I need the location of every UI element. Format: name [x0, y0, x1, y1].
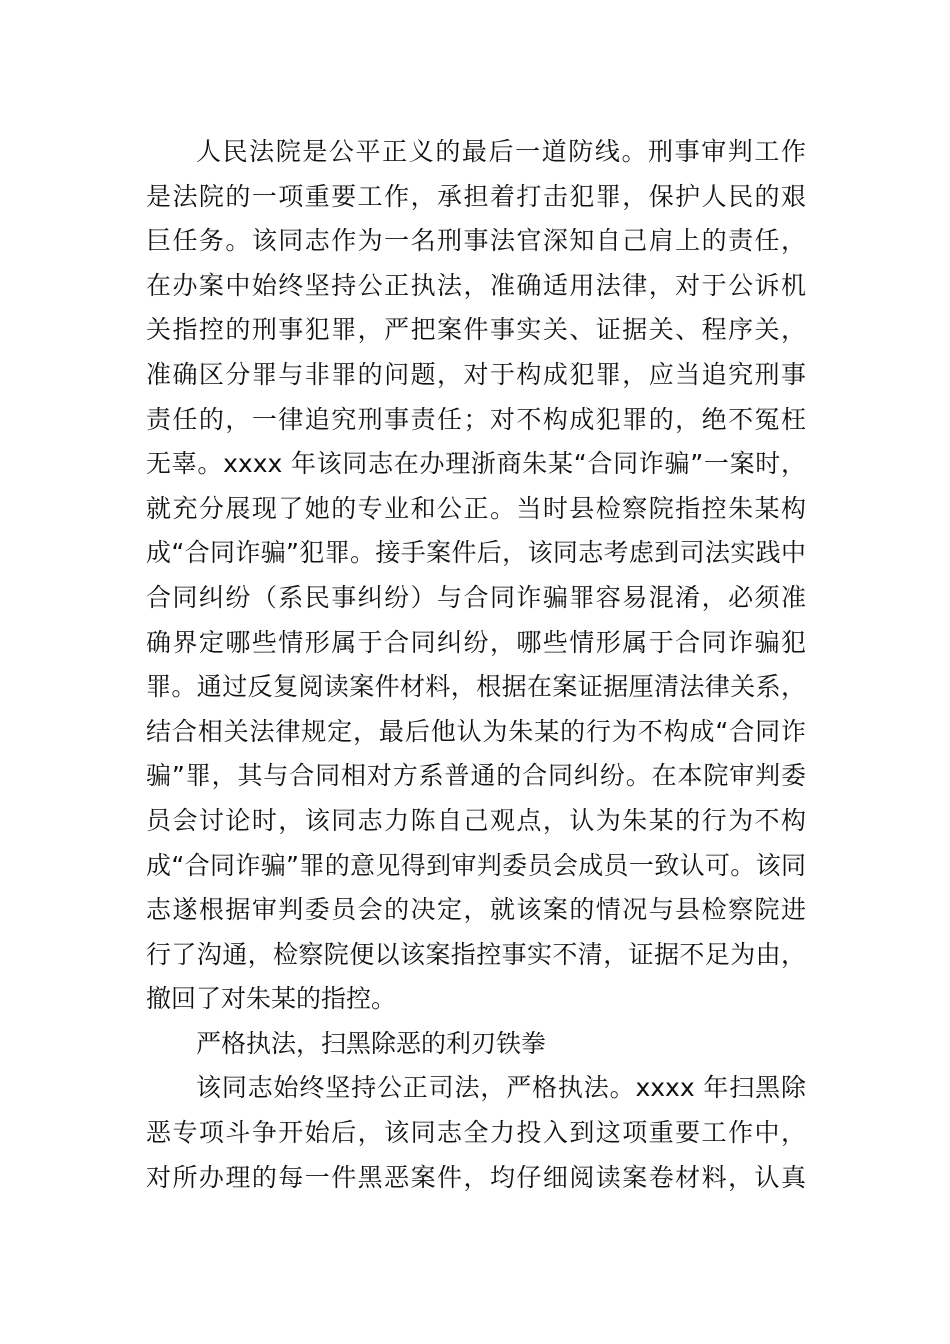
text-line: 该同志始终坚持公正司法，严格执法。xxxx 年扫黑除: [196, 1073, 806, 1103]
text-line: 是法院的一项重要工作，承担着打击犯罪，保护人民的艰: [146, 181, 806, 211]
text-line: 撤回了对朱某的指控。: [146, 984, 397, 1014]
text-line: 结合相关法律规定，最后他认为朱某的行为不构成“合同诈: [146, 716, 806, 746]
text-line: 确界定哪些情形属于合同纠纷，哪些情形属于合同诈骗犯: [146, 627, 806, 657]
text-line: 成“合同诈骗”犯罪。接手案件后，该同志考虑到司法实践中: [146, 538, 806, 568]
paragraph-1: [146, 130, 806, 1022]
text-line: 骗”罪，其与合同相对方系普通的合同纠纷。在本院审判委: [146, 761, 806, 791]
text-line: 罪。通过反复阅读案件材料，根据在案证据厘清法律关系，: [146, 672, 806, 702]
text-line: 责任的，一律追究刑事责任；对不构成犯罪的，绝不冤枉: [146, 404, 806, 434]
text-line: 人民法院是公平正义的最后一道防线。刑事审判工作: [196, 137, 806, 166]
text-line: 行了沟通，检察院便以该案指控事实不清，证据不足为由，: [146, 939, 806, 969]
paragraph-2: [146, 1066, 806, 1200]
text-line: 对所办理的每一件黑恶案件，均仔细阅读案卷材料，认真: [146, 1162, 806, 1192]
text-line: 准确区分罪与非罪的问题，对于构成犯罪，应当追究刑事: [146, 359, 806, 389]
text-line: 巨任务。该同志作为一名刑事法官深知自己肩上的责任，: [146, 226, 806, 256]
text-line: 志遂根据审判委员会的决定，就该案的情况与县检察院进: [146, 895, 806, 925]
text-line: 合同纠纷（系民事纠纷）与合同诈骗罪容易混淆，必须准: [146, 582, 806, 612]
section-heading: 严格执法，扫黑除恶的利刃铁拳: [196, 1028, 547, 1058]
document-body: [146, 130, 806, 1200]
text-line: 无辜。xxxx 年该同志在办理浙商朱某“合同诈骗”一案时，: [146, 449, 806, 479]
text-line: 就充分展现了她的专业和公正。当时县检察院指控朱某构: [146, 493, 806, 523]
text-line: 恶专项斗争开始后，该同志全力投入到这项重要工作中，: [146, 1118, 806, 1148]
text-line: 员会讨论时，该同志力陈自己观点，认为朱某的行为不构: [146, 805, 806, 835]
text-line: 在办案中始终坚持公正执法，准确适用法律，对于公诉机: [146, 270, 806, 300]
text-line: 成“合同诈骗”罪的意见得到审判委员会成员一致认可。该同: [146, 850, 806, 880]
text-line: 关指控的刑事犯罪，严把案件事实关、证据关、程序关，: [146, 315, 806, 345]
